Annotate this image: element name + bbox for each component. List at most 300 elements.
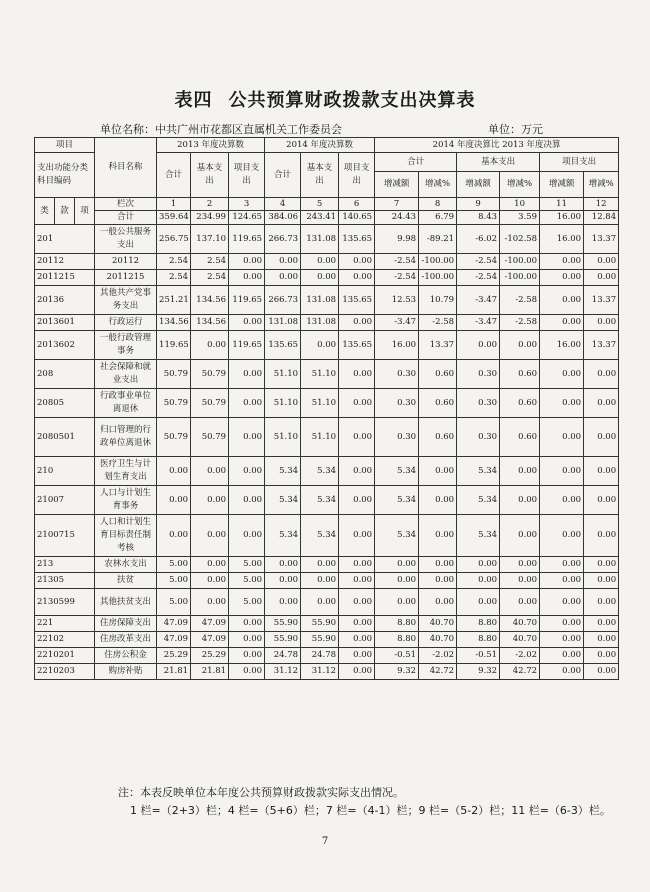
row-cell: 0.00 (229, 664, 265, 680)
row-cell: 5.34 (265, 457, 301, 486)
row-cell: 135.65 (265, 331, 301, 360)
row-cell: 42.72 (419, 664, 457, 680)
row-cell: 5.00 (157, 573, 191, 589)
row-cell: 0.00 (584, 270, 619, 286)
row-cell: 0.00 (339, 616, 375, 632)
row-code: 2013602 (35, 331, 95, 360)
row-cell: 0.60 (419, 418, 457, 457)
row-cell: 55.90 (301, 616, 339, 632)
header-2013-jiben: 基本支出 (191, 153, 229, 198)
row-cell: 5.00 (157, 589, 191, 616)
col-num-11: 11 (540, 198, 584, 211)
row-cell: -2.54 (375, 254, 419, 270)
row-cell: 0.00 (540, 254, 584, 270)
row-cell: 0.30 (375, 389, 419, 418)
total-cell: 12.84 (584, 211, 619, 225)
row-cell: -3.47 (457, 286, 500, 315)
row-code: 20112 (35, 254, 95, 270)
header-zeng-e-3: 增减额 (540, 172, 584, 198)
row-cell: 0.00 (584, 457, 619, 486)
row-cell: 0.00 (301, 589, 339, 616)
page-number: 7 (321, 836, 329, 847)
row-cell: 119.65 (229, 286, 265, 315)
row-cell: 51.10 (265, 360, 301, 389)
row-cell: 24.78 (265, 648, 301, 664)
row-cell: 16.00 (540, 331, 584, 360)
row-cell: 0.00 (375, 589, 419, 616)
row-cell: 135.65 (339, 225, 375, 254)
row-subject-name: 行政运行 (95, 315, 157, 331)
row-cell: 0.00 (375, 573, 419, 589)
unit-label: 单位：万元 (488, 123, 543, 136)
row-cell: 0.00 (191, 573, 229, 589)
row-cell: 0.00 (500, 486, 540, 515)
row-cell: 0.00 (419, 573, 457, 589)
col-num-9: 9 (457, 198, 500, 211)
header-lanci-row (35, 198, 619, 211)
table-row (35, 515, 619, 557)
row-cell: 51.10 (301, 418, 339, 457)
row-cell: 47.09 (191, 616, 229, 632)
header-row-1 (35, 138, 619, 153)
row-cell: 0.00 (339, 664, 375, 680)
row-cell: 0.00 (584, 573, 619, 589)
row-cell: 16.00 (540, 225, 584, 254)
table-row (35, 616, 619, 632)
header-2014-xiangmu: 项目支出 (339, 153, 375, 198)
row-cell: 0.00 (339, 270, 375, 286)
row-subject-name: 人口与计划生育事务 (95, 486, 157, 515)
row-cell: -3.47 (375, 315, 419, 331)
row-subject-name: 行政事业单位离退休 (95, 389, 157, 418)
row-cell: 0.00 (540, 486, 584, 515)
header-xiang: 项 (75, 198, 95, 225)
row-cell: 266.73 (265, 286, 301, 315)
header-2014-heji: 合计 (265, 153, 301, 198)
row-cell: 135.65 (339, 331, 375, 360)
row-cell: 40.70 (419, 616, 457, 632)
header-compare-heji: 合计 (375, 153, 457, 172)
col-num-2: 2 (191, 198, 229, 211)
row-cell: 0.00 (191, 557, 229, 573)
row-cell: -3.47 (457, 315, 500, 331)
table-row (35, 664, 619, 680)
total-cell: 3.59 (500, 211, 540, 225)
row-cell: 24.78 (301, 648, 339, 664)
total-cell: 359.64 (157, 211, 191, 225)
row-cell: 47.09 (157, 632, 191, 648)
row-code: 221 (35, 616, 95, 632)
table-row (35, 632, 619, 648)
row-cell: 0.00 (457, 589, 500, 616)
row-cell: 0.00 (229, 254, 265, 270)
row-cell: 0.00 (229, 389, 265, 418)
row-subject-name: 其他共产党事务支出 (95, 286, 157, 315)
total-label: 合计 (95, 211, 157, 225)
row-cell: 5.34 (301, 457, 339, 486)
row-cell: 0.00 (540, 573, 584, 589)
row-cell: 131.08 (265, 315, 301, 331)
row-cell: 0.30 (457, 418, 500, 457)
row-cell: 0.00 (540, 616, 584, 632)
row-cell: 5.34 (457, 515, 500, 557)
row-cell: 5.00 (229, 573, 265, 589)
row-cell: 0.00 (540, 632, 584, 648)
col-num-6: 6 (339, 198, 375, 211)
row-cell: 25.29 (191, 648, 229, 664)
row-code: 208 (35, 360, 95, 389)
row-cell: 31.12 (265, 664, 301, 680)
row-cell: 0.00 (339, 632, 375, 648)
row-subject-name: 住房公积金 (95, 648, 157, 664)
row-cell: 134.56 (191, 315, 229, 331)
row-cell: 0.00 (584, 360, 619, 389)
total-cell: 140.65 (339, 211, 375, 225)
row-cell: 5.34 (265, 515, 301, 557)
row-cell: 0.00 (339, 486, 375, 515)
row-cell: 0.00 (584, 616, 619, 632)
row-cell: -102.58 (500, 225, 540, 254)
total-cell: 6.79 (419, 211, 457, 225)
header-zeng-e-1: 增减额 (375, 172, 419, 198)
row-cell: 0.30 (457, 389, 500, 418)
total-cell: 384.06 (265, 211, 301, 225)
header-2013-xiangmu: 项目支出 (229, 153, 265, 198)
header-lanci: 栏次 (95, 198, 157, 211)
row-cell: 256.75 (157, 225, 191, 254)
title-text: 公共预算财政拨款支出决算表 (228, 90, 476, 111)
row-cell: 0.00 (191, 486, 229, 515)
header-func-code: 支出功能分类科目编码 (35, 153, 95, 198)
row-cell: 0.00 (301, 573, 339, 589)
row-cell: -2.54 (457, 270, 500, 286)
row-cell: 25.29 (157, 648, 191, 664)
unit-row (100, 121, 600, 137)
row-cell: 13.37 (584, 331, 619, 360)
row-subject-name: 人口和计划生育目标责任制考核 (95, 515, 157, 557)
row-cell: 251.21 (157, 286, 191, 315)
row-cell: 0.00 (540, 664, 584, 680)
row-cell: 0.00 (457, 331, 500, 360)
row-cell: 55.90 (265, 616, 301, 632)
row-cell: 0.00 (191, 457, 229, 486)
row-cell: -0.51 (457, 648, 500, 664)
total-row (35, 211, 619, 225)
row-cell: 0.00 (339, 254, 375, 270)
row-cell: 5.34 (265, 486, 301, 515)
row-cell: 40.70 (500, 632, 540, 648)
row-cell: 55.90 (265, 632, 301, 648)
row-cell: 0.00 (301, 557, 339, 573)
col-num-10: 10 (500, 198, 540, 211)
row-cell: 2.54 (157, 270, 191, 286)
row-cell: 8.80 (457, 632, 500, 648)
table-row (35, 331, 619, 360)
row-subject-name: 住房保障支出 (95, 616, 157, 632)
row-cell: 5.34 (457, 486, 500, 515)
row-cell: 0.60 (500, 360, 540, 389)
row-cell: 51.10 (301, 389, 339, 418)
row-cell: 12.53 (375, 286, 419, 315)
row-cell: 2.54 (157, 254, 191, 270)
row-code: 2210203 (35, 664, 95, 680)
table-row (35, 648, 619, 664)
row-cell: 50.79 (191, 389, 229, 418)
row-cell: 0.00 (457, 557, 500, 573)
row-cell: 0.60 (500, 418, 540, 457)
row-cell: 0.00 (191, 331, 229, 360)
row-cell: 0.60 (419, 389, 457, 418)
row-cell: 13.37 (584, 286, 619, 315)
table-row (35, 573, 619, 589)
row-cell: 0.00 (229, 315, 265, 331)
row-cell: -6.02 (457, 225, 500, 254)
row-cell: -2.58 (500, 286, 540, 315)
header-2013: 2013 年度决算数 (157, 138, 265, 153)
row-cell: 0.00 (157, 486, 191, 515)
row-subject-name: 扶贫 (95, 573, 157, 589)
row-cell: 9.32 (457, 664, 500, 680)
row-cell: 0.00 (229, 270, 265, 286)
row-cell: 0.00 (301, 270, 339, 286)
row-cell: 0.60 (419, 360, 457, 389)
header-xiangmu: 项目 (35, 138, 95, 153)
table-row (35, 225, 619, 254)
row-cell: -100.00 (500, 270, 540, 286)
row-cell: 0.00 (339, 573, 375, 589)
row-cell: 51.10 (265, 418, 301, 457)
budget-table (34, 137, 619, 680)
row-cell: 0.00 (500, 331, 540, 360)
row-cell: 51.10 (301, 360, 339, 389)
row-cell: 47.09 (157, 616, 191, 632)
row-cell: 0.00 (584, 389, 619, 418)
row-cell: 47.09 (191, 632, 229, 648)
row-cell: -2.02 (500, 648, 540, 664)
col-num-4: 4 (265, 198, 301, 211)
row-cell: -2.58 (500, 315, 540, 331)
row-code: 20805 (35, 389, 95, 418)
row-cell: -2.02 (419, 648, 457, 664)
row-cell: 50.79 (157, 360, 191, 389)
row-cell: 0.00 (584, 664, 619, 680)
row-cell: 0.00 (265, 589, 301, 616)
row-cell: 0.00 (584, 632, 619, 648)
row-cell: 0.00 (229, 515, 265, 557)
row-cell: 2.54 (191, 254, 229, 270)
row-subject-name: 农林水支出 (95, 557, 157, 573)
row-cell: 0.00 (500, 557, 540, 573)
row-cell: 0.00 (339, 315, 375, 331)
row-cell: 0.00 (301, 331, 339, 360)
header-zeng-pct-2: 增减% (500, 172, 540, 198)
header-2014-jiben: 基本支出 (301, 153, 339, 198)
row-cell: 50.79 (157, 389, 191, 418)
row-subject-name: 社会保障和就业支出 (95, 360, 157, 389)
row-code: 213 (35, 557, 95, 573)
row-code: 21305 (35, 573, 95, 589)
row-cell: 119.65 (229, 331, 265, 360)
table-row (35, 315, 619, 331)
table-row (35, 557, 619, 573)
row-cell: 0.00 (419, 457, 457, 486)
row-cell: 50.79 (191, 360, 229, 389)
row-cell: 0.00 (540, 457, 584, 486)
footnote-line-1: 注：本表反映单位本年度公共预算财政拨款实际支出情况。 (118, 786, 404, 799)
row-subject-name: 归口管理的行政单位离退休 (95, 418, 157, 457)
row-cell: 0.60 (500, 389, 540, 418)
row-cell: 13.37 (584, 225, 619, 254)
col-num-3: 3 (229, 198, 265, 211)
row-cell: 0.00 (339, 360, 375, 389)
row-subject-name: 医疗卫生与计划生育支出 (95, 457, 157, 486)
row-cell: 13.37 (419, 331, 457, 360)
row-cell: 0.00 (229, 418, 265, 457)
row-cell: 0.00 (540, 270, 584, 286)
row-code: 2100715 (35, 515, 95, 557)
row-code: 20136 (35, 286, 95, 315)
row-cell: 0.00 (500, 515, 540, 557)
header-kuan: 款 (55, 198, 75, 225)
row-cell: 9.98 (375, 225, 419, 254)
table-row (35, 360, 619, 389)
row-cell: -100.00 (500, 254, 540, 270)
row-cell: 8.80 (375, 616, 419, 632)
row-cell: 10.79 (419, 286, 457, 315)
header-2013-heji: 合计 (157, 153, 191, 198)
row-cell: 0.00 (265, 254, 301, 270)
row-cell: 0.00 (500, 589, 540, 616)
row-cell: 5.34 (375, 515, 419, 557)
header-zeng-pct-1: 增减% (419, 172, 457, 198)
row-subject-name: 一般行政管理事务 (95, 331, 157, 360)
total-cell: 8.43 (457, 211, 500, 225)
header-compare-jiben: 基本支出 (457, 153, 540, 172)
row-code: 2013601 (35, 315, 95, 331)
row-cell: 0.00 (339, 589, 375, 616)
row-cell: 0.00 (375, 557, 419, 573)
unit-name: 单位名称：中共广州市花都区直属机关工作委员会 (100, 123, 342, 136)
row-cell: 0.00 (229, 648, 265, 664)
row-cell: 0.00 (419, 589, 457, 616)
row-subject-name: 一般公共服务支出 (95, 225, 157, 254)
row-subject-name: 其他扶贫支出 (95, 589, 157, 616)
table-row (35, 270, 619, 286)
row-cell: 0.00 (584, 515, 619, 557)
row-cell: 0.00 (540, 589, 584, 616)
row-code: 2080501 (35, 418, 95, 457)
row-subject-name: 住房改革支出 (95, 632, 157, 648)
row-code: 210 (35, 457, 95, 486)
row-cell: 0.00 (584, 418, 619, 457)
row-cell: 0.00 (540, 360, 584, 389)
table-row (35, 286, 619, 315)
row-code: 2210201 (35, 648, 95, 664)
row-cell: 0.00 (229, 360, 265, 389)
row-cell: 0.00 (584, 254, 619, 270)
table-row (35, 589, 619, 616)
row-cell: 40.70 (419, 632, 457, 648)
row-cell: 0.00 (540, 515, 584, 557)
page-title (0, 86, 650, 112)
header-compare: 2014 年度决算比 2013 年度决算 (375, 138, 619, 153)
col-num-12: 12 (584, 198, 619, 211)
row-cell: 0.00 (265, 573, 301, 589)
row-cell: 31.12 (301, 664, 339, 680)
row-cell: 5.34 (457, 457, 500, 486)
row-cell: 0.00 (500, 457, 540, 486)
row-cell: 8.80 (375, 632, 419, 648)
row-cell: 51.10 (265, 389, 301, 418)
row-cell: -2.58 (419, 315, 457, 331)
row-cell: 0.00 (191, 515, 229, 557)
row-cell: 0.00 (584, 315, 619, 331)
row-cell: 9.32 (375, 664, 419, 680)
col-num-8: 8 (419, 198, 457, 211)
row-cell: 0.00 (500, 573, 540, 589)
row-cell: 50.79 (191, 418, 229, 457)
row-cell: 0.00 (265, 270, 301, 286)
header-compare-xiangmu: 项目支出 (540, 153, 619, 172)
header-zeng-e-2: 增减额 (457, 172, 500, 198)
row-cell: 119.65 (157, 331, 191, 360)
row-subject-name: 购房补贴 (95, 664, 157, 680)
header-lei: 类 (35, 198, 55, 225)
row-cell: 134.56 (191, 286, 229, 315)
row-cell: 0.00 (540, 389, 584, 418)
row-cell: 42.72 (500, 664, 540, 680)
row-cell: -100.00 (419, 254, 457, 270)
row-cell: 266.73 (265, 225, 301, 254)
row-cell: -2.54 (375, 270, 419, 286)
row-cell: 5.34 (301, 515, 339, 557)
total-cell: 243.41 (301, 211, 339, 225)
row-cell: 0.00 (540, 648, 584, 664)
row-cell: 134.56 (157, 315, 191, 331)
row-cell: 0.00 (540, 418, 584, 457)
row-cell: 0.00 (339, 389, 375, 418)
row-cell: 8.80 (457, 616, 500, 632)
row-cell: 0.00 (157, 457, 191, 486)
row-cell: 0.00 (339, 457, 375, 486)
row-cell: 0.00 (584, 589, 619, 616)
row-cell: 131.08 (301, 286, 339, 315)
row-code: 201 (35, 225, 95, 254)
row-cell: 0.30 (457, 360, 500, 389)
row-cell: 0.00 (301, 254, 339, 270)
row-cell: 0.00 (540, 557, 584, 573)
row-cell: -89.21 (419, 225, 457, 254)
row-cell: 0.00 (540, 286, 584, 315)
row-cell: 0.00 (265, 557, 301, 573)
row-cell: 5.34 (375, 457, 419, 486)
row-cell: 0.00 (339, 557, 375, 573)
row-cell: -2.54 (457, 254, 500, 270)
row-cell: -0.51 (375, 648, 419, 664)
row-cell: 16.00 (375, 331, 419, 360)
total-cell: 16.00 (540, 211, 584, 225)
row-cell: 131.08 (301, 315, 339, 331)
row-cell: 0.00 (157, 515, 191, 557)
title-prefix: 表四 (174, 90, 213, 111)
row-cell: 0.00 (419, 486, 457, 515)
row-cell: 21.81 (157, 664, 191, 680)
row-cell: 0.00 (419, 557, 457, 573)
header-2014: 2014 年度决算数 (265, 138, 375, 153)
col-num-7: 7 (375, 198, 419, 211)
row-cell: 0.00 (584, 648, 619, 664)
footnote (118, 784, 611, 820)
